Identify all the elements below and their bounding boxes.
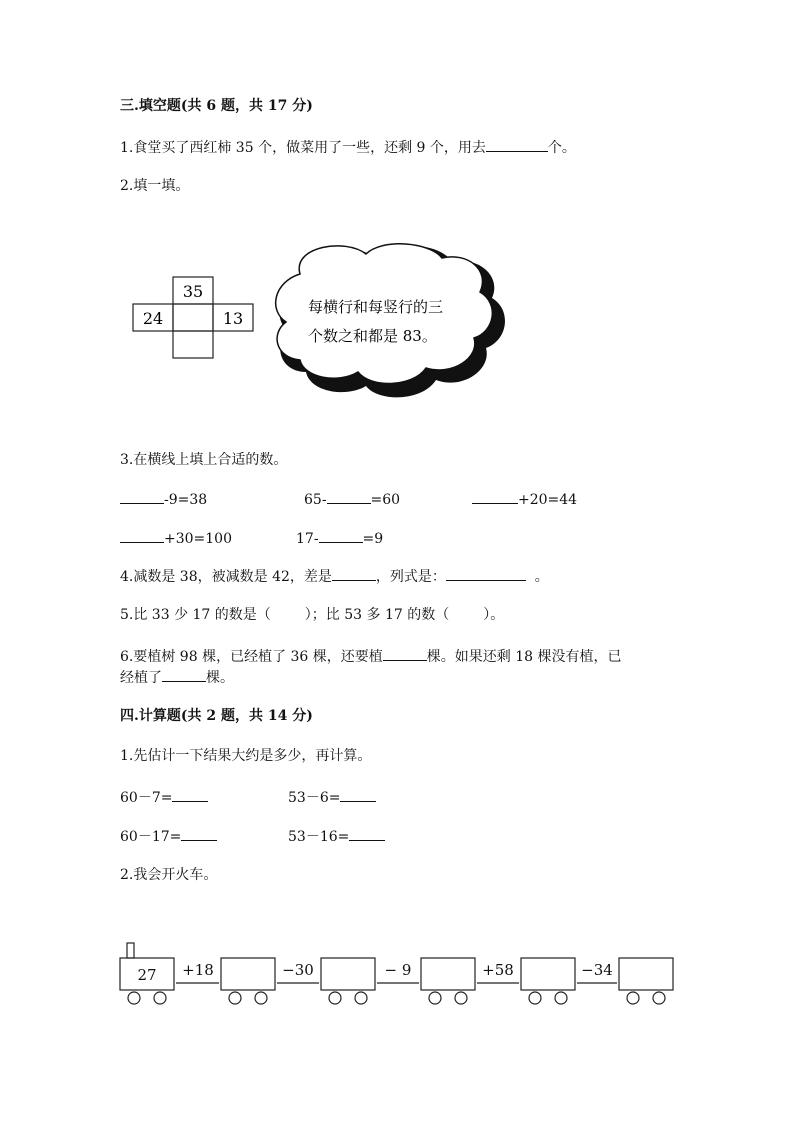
cloud-text-line1: 每横行和每竖行的三: [308, 298, 444, 316]
train-car-2[interactable]: [321, 958, 375, 990]
equation-2: [304, 489, 400, 510]
wheel: [154, 992, 166, 1004]
calc-expression-4: [288, 826, 385, 847]
equation-text: 65-: [304, 492, 327, 508]
calc-question-2-text: 2.我会开火车。: [120, 867, 218, 883]
question-4-mid: ，列式是：: [375, 569, 446, 585]
expression-text: 60－7=: [120, 790, 173, 806]
equation-1: [120, 489, 207, 510]
wheel: [128, 992, 140, 1004]
question-1: [120, 137, 576, 158]
train-start-value: 27: [137, 966, 157, 984]
equation-3: [472, 489, 577, 510]
cloud-bubble: [276, 244, 505, 398]
expression-text: 60－17=: [120, 829, 182, 845]
question-4-tail: 。: [534, 569, 549, 585]
section-fill-title: 三.填空题(共 6 题，共 17 分): [120, 98, 313, 114]
expression-text: 53－6=: [288, 790, 341, 806]
question-6-text: 棵。如果还剩 18 棵没有植，已: [426, 649, 622, 665]
equation-text: +20=44: [518, 492, 578, 508]
train-op-5: −34: [581, 961, 613, 979]
calc-expression-1: [120, 787, 208, 808]
question-2-figure: [120, 240, 520, 410]
calc-expression-2: [288, 787, 376, 808]
wheel: [429, 992, 441, 1004]
question-1-text: 1.食堂买了西红柿 35 个，做菜用了一些，还剩 9 个，用去: [120, 140, 486, 156]
answer-blank[interactable]: [319, 528, 363, 543]
question-6-line2: [120, 667, 234, 688]
section-calc-title: 四.计算题(共 2 题，共 14 分): [120, 708, 313, 724]
answer-blank[interactable]: [172, 787, 208, 802]
calc-expression-3: [120, 826, 217, 847]
answer-blank[interactable]: [349, 826, 385, 841]
question-6-text: 棵。: [206, 670, 234, 686]
equation-text: =60: [370, 492, 401, 508]
answer-blank[interactable]: [486, 137, 548, 152]
grid-value-top: 35: [182, 282, 204, 301]
wheel: [455, 992, 467, 1004]
answer-blank[interactable]: [340, 787, 376, 802]
wheel: [555, 992, 567, 1004]
train-op-3: − 9: [384, 961, 412, 979]
equation-4: [120, 528, 232, 549]
answer-blank[interactable]: [327, 489, 371, 504]
question-5-text: 5.比 33 少 17 的数是（: [120, 607, 271, 623]
train-op-2: −30: [282, 961, 314, 979]
question-6-text: 经植了: [120, 670, 162, 686]
wheel: [627, 992, 639, 1004]
answer-blank[interactable]: [332, 566, 376, 581]
train-car-1[interactable]: [221, 958, 275, 990]
train-car-3[interactable]: [421, 958, 475, 990]
answer-blank[interactable]: [446, 566, 526, 581]
train-figure: [118, 935, 688, 1010]
equation-text: 17-: [296, 531, 319, 547]
equation-text: -9=38: [164, 492, 208, 508]
wheel: [329, 992, 341, 1004]
equation-text: +30=100: [164, 531, 232, 547]
train-op-1: +18: [182, 961, 214, 979]
answer-blank[interactable]: [181, 826, 217, 841]
grid-cell-center[interactable]: [173, 304, 213, 331]
answer-blank[interactable]: [120, 489, 164, 504]
question-6-text: 6.要植树 98 棵，已经植了 36 棵，还要植: [120, 649, 383, 665]
grid-value-right: 13: [222, 309, 244, 328]
question-1-tail: 个。: [547, 140, 576, 156]
question-5: [120, 605, 504, 625]
question-4-text: 4.减数是 38，被减数是 42，差是: [120, 569, 332, 585]
wheel: [255, 992, 267, 1004]
expression-text: 53－16=: [288, 829, 350, 845]
answer-blank[interactable]: [120, 528, 164, 543]
question-5-tail: ）。: [483, 607, 505, 623]
train-op-4: +58: [482, 961, 514, 979]
question-3-text: 3.在横线上填上合适的数。: [120, 452, 288, 468]
question-4: [120, 566, 549, 587]
grid-value-left: 24: [142, 309, 164, 328]
train-chimney: [127, 943, 134, 958]
train-car-5[interactable]: [619, 958, 673, 990]
wheel: [229, 992, 241, 1004]
calc-question-1-text: 1.先估计一下结果大约是多少，再计算。: [120, 748, 372, 764]
wheel: [355, 992, 367, 1004]
answer-blank[interactable]: [472, 489, 518, 504]
answer-blank[interactable]: [162, 667, 206, 682]
answer-blank[interactable]: [383, 646, 427, 661]
train-car-4[interactable]: [521, 958, 575, 990]
equation-5: [296, 528, 383, 549]
wheel: [529, 992, 541, 1004]
question-2-text: 2.填一填。: [120, 178, 190, 194]
question-6-line1: [120, 646, 622, 667]
cloud-text-line2: 个数之和都是 83。: [308, 327, 437, 345]
grid-cell-bottom[interactable]: [173, 331, 213, 358]
wheel: [653, 992, 665, 1004]
equation-text: =9: [362, 531, 384, 547]
question-5-mid: ）；比 53 多 17 的数（: [304, 607, 450, 623]
